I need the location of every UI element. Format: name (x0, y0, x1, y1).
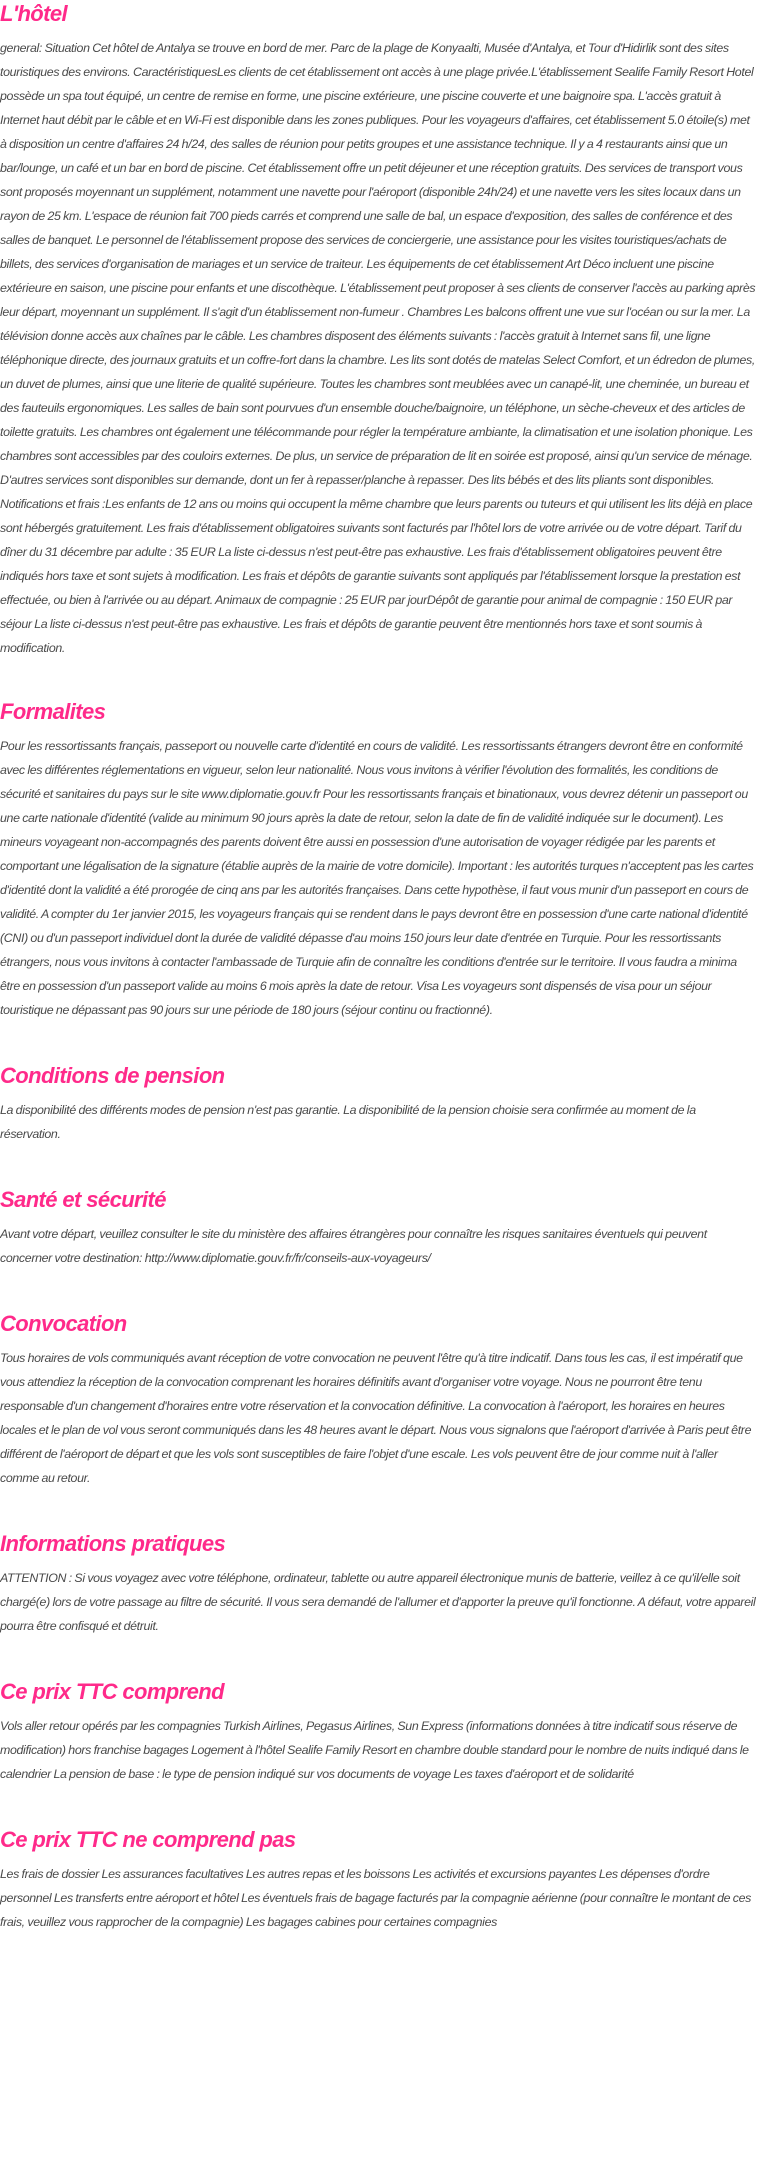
section-title-sante-securite: Santé et sécurité (0, 1187, 166, 1212)
section-body-convocation: Tous horaires de vols communiqués avant réception de votre convocation ne peuvent l'être qu'à titre indicatif. Dans tous les cas, il est impératif que vous attendiez la réception de la convocation comprenant les horaires définitifs avant d'organiser votre voyage. Nous ne pourront être tenu responsable d'un changement d'horaires entre votre réservation et la convocation définitive. La convocation à l'aéroport, les horaires en heures locales et le plan de vol vous seront communiqués dans les 48 heures avant le départ. Nous vous signalons que l'aéroport d'arrivée à Paris peut être différent de l'aéroport de départ et que les vols sont susceptibles de faire l'objet d'une escale. Les vols peuvent être de jour comme nuit à l'aller comme au retour. (0, 1351, 752, 1485)
section-title-informations-pratiques: Informations pratiques (0, 1531, 226, 1556)
section-prix-ne-comprend-pas (0, 1826, 758, 1934)
section-prix-comprend (0, 1678, 758, 1786)
section-formalites (0, 698, 758, 1022)
section-body-informations-pratiques: ATTENTION : Si vous voyagez avec votre téléphone, ordinateur, tablette ou autre appareil électronique munis de batterie, veillez à ce qu'il/elle soit chargé(e) lors de votre passage au filtre de sécurité. Il vous sera demandé de l'allumer et d'apporter la preuve qu'il fonctionne. A défaut, votre appareil pourra être confisqué et détruit. (0, 1571, 756, 1633)
section-informations-pratiques (0, 1530, 758, 1638)
section-title-convocation: Convocation (0, 1311, 127, 1336)
section-title-prix-ne-comprend-pas: Ce prix TTC ne comprend pas (0, 1827, 296, 1852)
section-conditions-pension (0, 1062, 758, 1146)
section-body-formalites: Pour les ressortissants français, passeport ou nouvelle carte d'identité en cours de validité. Les ressortissants étrangers devront être en conformité avec les différentes réglementations en vigueur, selon leur nationalité. Nous vous invitons à vérifier l'évolution des formalités, les conditions de sécurité et sanitaires du pays sur le site www.diplomatie.gouv.fr Pour les ressortissants français et binationaux, vous devrez détenir un passeport ou une carte nationale d'identité (valide au minimum 90 jours après la date de retour, selon la date de fin de validité indiquée sur le document). Les mineurs voyageant non-accompagnés des parents doivent être aussi en possession d'une autorisation de voyager rédigée par les parents et comportant une légalisation de la signature (établie auprès de la mairie de votre domicile). Important : les autorités turques n'acceptent pas les cartes d'identité dont la validité a été prorogée de cinq ans par les autorités françaises. Dans cette hypothèse, il faut vous munir d'un passeport en cours de validité. A compter du 1er janvier 2015, les voyageurs français qui se rendent dans le pays devront être en possession d'une carte national d'identité (CNI) ou d'un passeport individuel dont la durée de validité dépasse d'au moins 150 jours leur date d'entrée en Turquie. Pour les ressortissants étrangers, nous vous invitons à contacter l'ambassade de Turquie afin de connaître les conditions d'entrée sur le territoire. Il vous faudra a minima être en possession d'un passeport valide au moins 6 mois après la date de retour. Visa Les voyageurs sont dispensés de visa pour un séjour touristique ne dépassant pas 90 jours sur une période de 180 jours (séjour continu ou fractionné). (0, 739, 754, 1017)
section-body-hotel: general: Situation Cet hôtel de Antalya se trouve en bord de mer. Parc de la plage de Konyaalti, Musée d'Antalya, et Tour d'Hidirlik sont des sites touristiques des environs. CaractéristiquesLes clients de cet établissement ont accès à une plage privée.L'établissement Sealife Family Resort Hotel possède un spa tout équipé, un centre de remise en forme, une piscine extérieure, une piscine couverte et une baignoire spa. L'accès gratuit à Internet haut débit par le câble et en Wi-Fi est disponible dans les zones publiques. Pour les voyageurs d'affaires, cet établissement 5.0 étoile(s) met à disposition un centre d'affaires 24 h/24, des salles de réunion pour petits groupes et une assistance technique. Il y a 4 restaurants ainsi que un bar/lounge, un café et un bar en bord de piscine. Cet établissement offre un petit déjeuner et une réception gratuits. Des services de transport vous sont proposés moyennant un supplément, notamment une navette pour l'aéroport (disponible 24h/24) et une navette vers les sites locaux dans un rayon de 25 km. L'espace de réunion fait 700 pieds carrés et comprend une salle de bal, un espace d'exposition, des salles de conférence et des salles de banquet. Le personnel de l'établissement propose des services de conciergerie, une assistance pour les visites touristiques/achats de billets, des services d'organisation de mariages et un service de traiteur. Les équipements de cet établissement Art Déco incluent une piscine extérieure en saison, une piscine pour enfants et une discothèque. L'établissement peut proposer à ses clients de conserver l'accès au parking après leur départ, moyennant un supplément. Il s'agit d'un établissement non-fumeur . Chambres Les balcons offrent une vue sur l'océan ou sur la mer. La télévision donne accès aux chaînes par le câble. Les chambres disposent des éléments suivants : l'accès gratuit à Internet sans fil, une ligne téléphonique directe, des journaux gratuits et un coffre-fort dans la chambre. Les lits sont dotés de matelas Select Comfort, et un édredon de plumes, un duvet de plumes, ainsi que une literie de qualité supérieure. Toutes les chambres sont meublées avec un canapé-lit, une cheminée, un bureau et des fauteuils ergonomiques. Les salles de bain sont pourvues d'un ensemble douche/baignoire, un téléphone, un sèche-cheveux et des articles de toilette gratuits. Les chambres ont également une télécommande pour régler la température ambiante, la climatisation et une isolation phonique. Les chambres sont accessibles par des couloirs externes. De plus, un service de préparation de lit en soirée est proposé, ainsi qu'un service de ménage. D'autres services sont disponibles sur demande, dont un fer à repasser/planche à repasser. Des lits bébés et des lits pliants sont disponibles. Notifications et frais :Les enfants de 12 ans ou moins qui occupent la même chambre que leurs parents ou tuteurs et qui utilisent les lits déjà en place sont hébergés gratuitement. Les frais d'établissement obligatoires suivants sont facturés par l'hôtel lors de votre arrivée ou de votre départ. Tarif du dîner du 31 décembre par adulte : 35 EUR La liste ci-dessus n'est peut-être pas exhaustive. Les frais d'établissement obligatoires peuvent être indiqués hors taxe et sont sujets à modification. Les frais et dépôts de garantie suivants sont appliqués par l'établissement lorsque la prestation est effectuée, ou bien à l'arrivée ou au départ. Animaux de compagnie : 25 EUR par jourDépôt de garantie pour animal de compagnie : 150 EUR par séjour La liste ci-dessus n'est peut-être pas exhaustive. Les frais et dépôts de garantie peuvent être mentionnés hors taxe et sont soumis à modification. (0, 41, 756, 655)
section-title-conditions-pension: Conditions de pension (0, 1063, 225, 1088)
section-body-sante-securite: Avant votre départ, veuillez consulter le site du ministère des affaires étrangères pour connaître les risques sanitaires éventuels qui peuvent concerner votre destination: http://www.diplomatie.gouv.fr/fr/conseils-aux-voyageurs/ (0, 1227, 707, 1265)
section-sante-securite (0, 1186, 758, 1270)
section-body-prix-comprend: Vols aller retour opérés par les compagnies Turkish Airlines, Pegasus Airlines, Sun Express (informations données à titre indicatif sous réserve de modification) hors franchise bagages Logement à l'hôtel Sealife Family Resort en chambre double standard pour le nombre de nuits indiqué dans le calendrier La pension de base : le type de pension indiqué sur vos documents de voyage Les taxes d'aéroport et de solidarité (0, 1719, 749, 1781)
section-convocation (0, 1310, 758, 1490)
section-hotel (0, 0, 758, 660)
section-body-conditions-pension: La disponibilité des différents modes de pension n'est pas garantie. La disponibilité de la pension choisie sera confirmée au moment de la réservation. (0, 1103, 696, 1141)
section-title-formalites: Formalites (0, 699, 106, 724)
section-title-prix-comprend: Ce prix TTC comprend (0, 1679, 224, 1704)
section-body-prix-ne-comprend-pas: Les frais de dossier Les assurances facultatives Les autres repas et les boissons Les activités et excursions payantes Les dépenses d'ordre personnel Les transferts entre aéroport et hôtel Les éventuels frais de bagage facturés par la compagnie aérienne (pour connaître le montant de ces frais, veuillez vous rapprocher de la compagnie) Les bagages cabines pour certaines compagnies (0, 1867, 752, 1929)
section-title-hotel: L'hôtel (0, 1, 68, 26)
